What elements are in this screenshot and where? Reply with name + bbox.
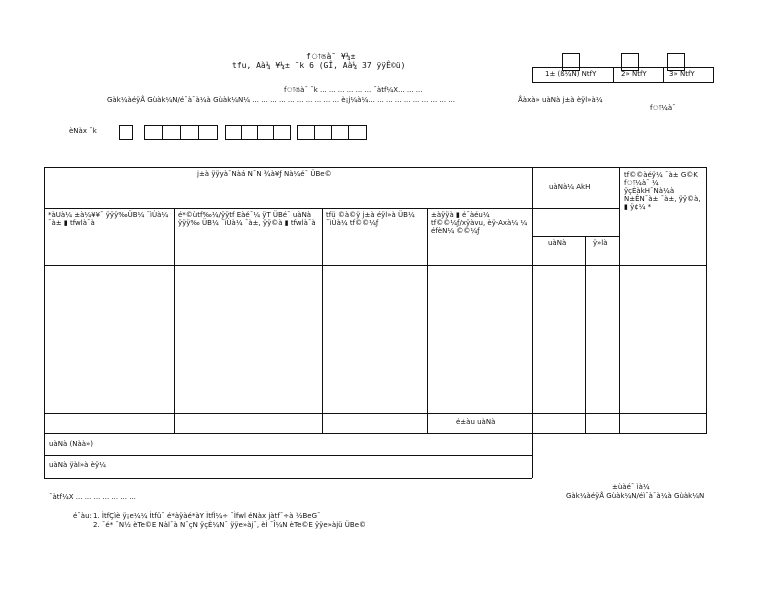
column2-body[interactable] bbox=[175, 266, 322, 413]
note-2: 2. ¯é* ¯N½ èTe©E Nàl¯à N¯çN ÿçÈ¼N¯ ÿÿe»àj¯, èÌ ¯Î¼N èTe©E ÿÿe»àjü ÜBe© bbox=[93, 521, 367, 529]
copy1-label: 1± (ß¼N) NtfY bbox=[545, 70, 597, 78]
remarks-body[interactable] bbox=[620, 266, 706, 413]
table-main-header: j±à ÿÿyà¯Nàá N¯N ¾à¥ƒ Nà¼é¯ ÜBe© bbox=[197, 170, 332, 178]
office-dots: ... ... ... ... ... ... bbox=[320, 86, 372, 94]
issuer-line: Gàk¼àéÿÅ Gùàk¼N/é¯à¯à¼à Gùàk¼N¼ ... ... ... ... ... ... ... ... ... ... è¡j¼à¼... ... ... ... ... ... ... ... ... ... bbox=[107, 96, 456, 104]
column1-header: *àUà¼ ±à¼¥¥¯ ÿÿÿ‰ÜB¼ ¯ìÙà¼ ¯à± ▮ tfwlà¯à bbox=[48, 211, 169, 227]
total-label: é±àu uàNà bbox=[456, 418, 496, 426]
column3-body[interactable] bbox=[323, 266, 427, 413]
signature-label: Gàk¼àéÿÅ Gùàk¼N/éì¯à¯à¼à Gùàk¼N bbox=[566, 492, 705, 500]
signature-top: ±ùàé¯ ìà¼ bbox=[612, 483, 650, 491]
reg-label: èNàx ¯k bbox=[69, 127, 97, 135]
column1-body[interactable] bbox=[45, 266, 174, 413]
reg-digit bbox=[258, 126, 274, 139]
account-line: Åàxà» uàNà j±à èÿl»à¼ bbox=[518, 96, 603, 104]
form-subtitle: tfu, Aà¼ ¥¼± ¯k 6 (GÎ, Aà¼ 37 ÿÿÊ©ü) bbox=[232, 61, 406, 70]
amount-subcol-a: uàNà bbox=[548, 239, 567, 247]
notes-prefix: é¯àu: bbox=[73, 512, 92, 520]
reg-digit bbox=[226, 126, 242, 139]
reg-digit bbox=[163, 126, 181, 139]
table-line bbox=[44, 433, 707, 434]
column2-header: é*©ùtf‰¼/ÿÿtf Eàé¯¼ ÿT ÜBé¯ uàNà ÿÿÿ‰ ÜB¼ ¯ìÙà¼ ¯à±, ÿÿ©à ▮ tfwlà¯à bbox=[178, 211, 316, 227]
reg-group-3[interactable] bbox=[297, 125, 367, 140]
amount-a-body[interactable] bbox=[533, 266, 585, 413]
table-line bbox=[44, 167, 707, 168]
copy2-label: 2» NtfY bbox=[621, 70, 647, 78]
reg-digit bbox=[298, 126, 315, 139]
office-label-text: fাঙà¯ ¯k bbox=[284, 86, 318, 94]
table-line bbox=[44, 208, 620, 209]
office-label bbox=[284, 87, 422, 94]
table-line bbox=[532, 236, 620, 237]
reg-digit bbox=[242, 126, 258, 139]
amount-column-header: uàNà¼ AkH bbox=[549, 183, 591, 191]
column4-header: ±àÿÿà ▮ é¯àéu¼ tf©©¼ƒ/xÿàvu, èÿ-Axà¼ ¼ éfèN¼ ©©¼ƒ bbox=[431, 211, 528, 235]
reg-digit bbox=[145, 126, 163, 139]
table-line bbox=[706, 167, 707, 433]
reg-digit bbox=[181, 126, 199, 139]
note-1: 1. ÌtfÇìè ÿ¡e¼¼ Ìtfü¯ é*àÿàé*àY ÌtfÌ¼÷ ¯Ìfwl éNàx jàtf¯÷à ½BeG¯ bbox=[93, 512, 321, 520]
reg-digit bbox=[332, 126, 349, 139]
table-line bbox=[44, 413, 707, 414]
reg-check-box[interactable] bbox=[119, 125, 133, 140]
amount-b-body[interactable] bbox=[586, 266, 619, 413]
amount-received-label: uàNà ÿàl»à èÿ¼ bbox=[49, 461, 106, 469]
table-line bbox=[44, 455, 532, 456]
date-label: ¯àtf¼X ... ... ... ... ... ... ... bbox=[49, 493, 136, 501]
remarks-column-header: tf©©àéÿ¼ ¯à± G©K fা¼à¯ ¼ ÿçÈàkH¯Nà¼à N±ÊN¯à± ¯à±, ÿÿ©à, ▮ ÿ¢¼ * bbox=[624, 171, 701, 211]
copy-divider-2 bbox=[663, 68, 664, 82]
copy3-label: 3» NtfY bbox=[669, 70, 695, 78]
amount-in-words-label: uàNà (Nàà») bbox=[49, 440, 94, 448]
account-line-suffix: fা¼à¯ bbox=[650, 104, 676, 112]
column3-header: tfü ©à©ÿ j±à éÿl»à ÜB¼ ¯ìÙà¼ tf©©¼ƒ bbox=[326, 211, 415, 227]
reg-group-2[interactable] bbox=[225, 125, 291, 140]
table-line bbox=[44, 478, 532, 479]
form-title: fাঙà¯ ¥¼± bbox=[306, 52, 356, 61]
copy-divider-1 bbox=[613, 68, 614, 82]
office-suffix: ¯àtf¼X... ... ... bbox=[373, 86, 423, 94]
amount-subcol-b: ÿ»là bbox=[593, 239, 608, 247]
copy-labels-row bbox=[532, 67, 714, 83]
reg-group-1[interactable] bbox=[144, 125, 218, 140]
column4-body[interactable] bbox=[428, 266, 532, 413]
reg-digit bbox=[315, 126, 332, 139]
